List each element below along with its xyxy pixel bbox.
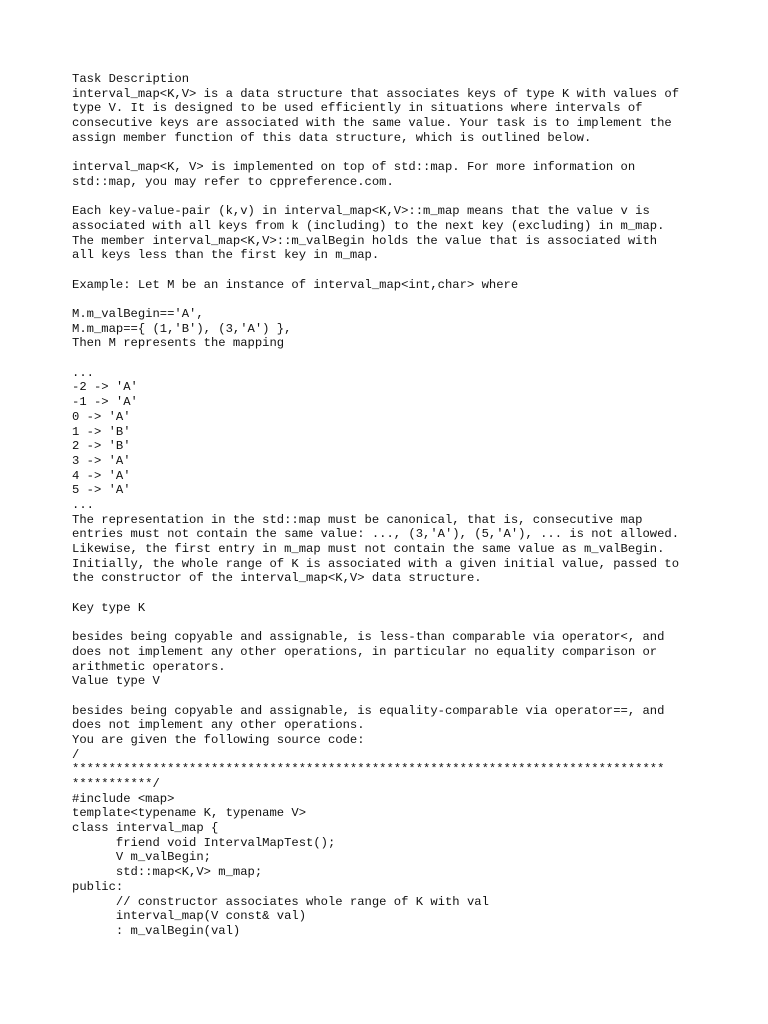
text-line: besides being copyable and assignable, is equality-comparable via operator==, and: [72, 703, 665, 718]
text-line: -2 -> 'A': [72, 380, 138, 395]
blank-line: [72, 263, 712, 278]
text-line: public:: [72, 879, 124, 894]
text-line: M.m_valBegin=='A',: [72, 307, 204, 321]
text-line: // constructor associates whole range of K with val: [72, 894, 489, 909]
text-line: associated with all keys from k (including) to the next key (excluding) in m_map.: [72, 218, 665, 233]
text-line: ...: [72, 365, 94, 380]
text-line: Then M represents the mapping: [72, 336, 285, 351]
text-line: Likewise, the first entry in m_map must not contain the same value as m_valBegin.: [72, 542, 665, 556]
text-line: interval_map(V const& val): [72, 909, 307, 924]
text-line: M.m_map=={ (1,'B'), (3,'A') },: [72, 321, 292, 336]
document-page: [72, 72, 712, 939]
text-line: does not implement any other operations.: [72, 718, 365, 733]
text-line: arithmetic operators.: [72, 659, 226, 674]
blank-line: [72, 586, 712, 601]
text-line: ***********/: [72, 777, 160, 791]
text-line: interval_map<K, V> is implemented on top of std::map. For more information on: [72, 160, 636, 175]
text-line: Each key-value-pair (k,v) in interval_map<K,V>::m_map means that the value v is: [72, 204, 650, 219]
blank-line: [72, 615, 712, 630]
text-line: Example: Let M be an instance of interval_map<int,char> where: [72, 277, 519, 292]
text-line: : m_valBegin(val): [72, 923, 241, 938]
text-line: You are given the following source code:: [72, 732, 365, 747]
text-line: /: [72, 747, 80, 762]
text-line: Value type V: [72, 674, 160, 689]
text-line: entries must not contain the same value: ..., (3,'A'), (5,'A'), ... is not allowed.: [72, 527, 680, 542]
text-line: Initially, the whole range of K is associated with a given initial value, passed to: [72, 556, 680, 571]
text-line: assign member function of this data structure, which is outlined below.: [72, 130, 592, 145]
text-line: The representation in the std::map must be canonical, that is, consecutive map: [72, 512, 643, 527]
text-line: The member interval_map<K,V>::m_valBegin holds the value that is associated with: [72, 233, 658, 248]
blank-line: [72, 145, 712, 160]
text-line: Task Description: [72, 72, 190, 86]
text-line: template<typename K, typename V>: [72, 806, 307, 821]
blank-line: [72, 351, 712, 366]
blank-line: [72, 689, 712, 704]
text-line: *********************************************************************************: [72, 762, 665, 777]
text-line: all keys less than the first key in m_map.: [72, 248, 380, 263]
text-line: 1 -> 'B': [72, 424, 131, 439]
text-line: V m_valBegin;: [72, 850, 211, 865]
text-line: std::map, you may refer to cppreference.com.: [72, 174, 394, 189]
text-line: -1 -> 'A': [72, 395, 138, 410]
text-line: 4 -> 'A': [72, 468, 131, 483]
text-line: type V. It is designed to be used efficiently in situations where intervals of: [72, 101, 643, 116]
text-line: #include <map>: [72, 791, 175, 806]
blank-line: [72, 190, 712, 205]
text-line: 2 -> 'B': [72, 439, 131, 454]
text-line: class interval_map {: [72, 821, 219, 836]
text-line: 0 -> 'A': [72, 409, 131, 424]
text-line: 5 -> 'A': [72, 483, 131, 498]
blank-line: [72, 292, 712, 307]
text-line: 3 -> 'A': [72, 453, 131, 468]
text-line: interval_map<K,V> is a data structure that associates keys of type K with values of: [72, 86, 680, 101]
text-line: does not implement any other operations, in particular no equality comparison or: [72, 644, 658, 659]
text-line: besides being copyable and assignable, is less-than comparable via operator<, and: [72, 630, 665, 645]
text-line: the constructor of the interval_map<K,V> data structure.: [72, 571, 482, 586]
text-line: std::map<K,V> m_map;: [72, 865, 263, 880]
text-line: Key type K: [72, 600, 146, 615]
text-line: ...: [72, 497, 94, 512]
text-line: friend void IntervalMapTest();: [72, 835, 336, 850]
text-line: consecutive keys are associated with the same value. Your task is to implement the: [72, 116, 672, 131]
